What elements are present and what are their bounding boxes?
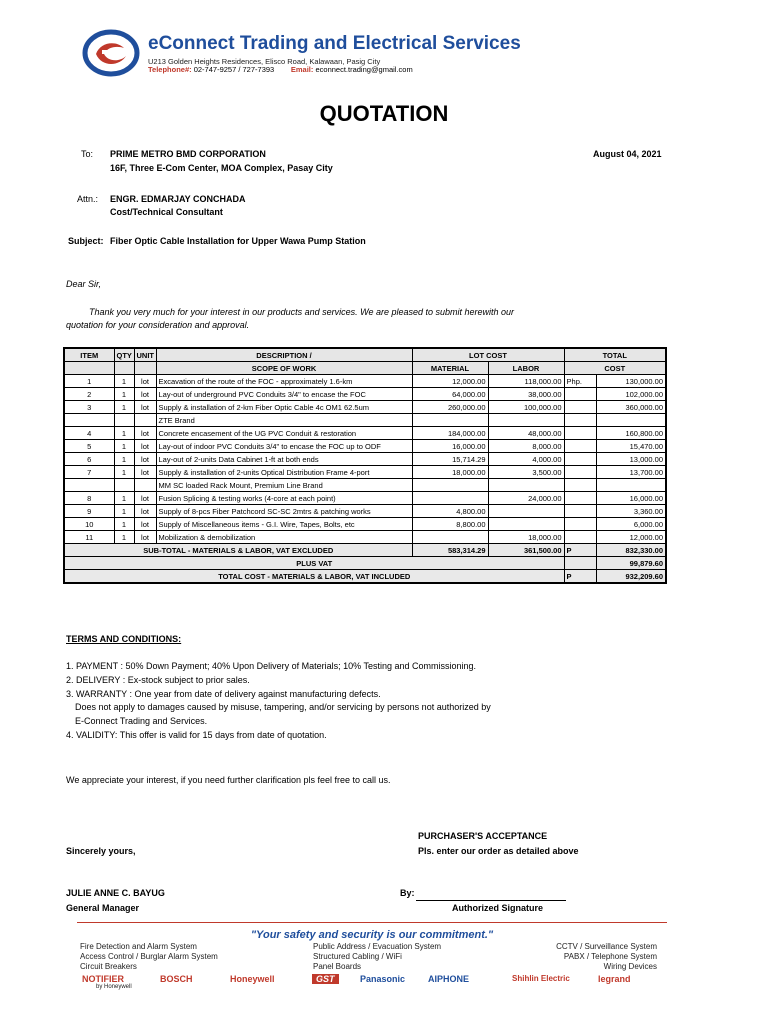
grand-total-currency: P (564, 570, 596, 584)
labor-cost: 4,000.00 (488, 453, 564, 466)
total-cost: 15,470.00 (596, 440, 666, 453)
vat-label: PLUS VAT (64, 557, 564, 570)
table-body (64, 375, 666, 544)
table-row (64, 427, 666, 440)
quantity (114, 414, 134, 427)
brand-bosch-logo: BOSCH (160, 974, 193, 984)
subject-label: Subject: (68, 236, 104, 246)
unit: lot (134, 401, 156, 414)
quantity: 1 (114, 401, 134, 414)
quantity: 1 (114, 505, 134, 518)
service-item: PABX / Telephone System (563, 952, 657, 961)
term-warranty: 3. WARRANTY : One year from date of delivery against manufacturing defects. (66, 688, 381, 699)
quantity: 1 (114, 531, 134, 544)
labor-cost: 38,000.00 (488, 388, 564, 401)
intro-line-1: Thank you very much for your interest in our products and services. We are pleased to submit herewith our (89, 307, 515, 317)
item-number: 3 (64, 401, 114, 414)
description: Supply of Miscellaneous items - G.I. Wire, Tapes, Bolts, etc (156, 518, 412, 531)
company-contact (148, 65, 413, 74)
total-cost: 13,000.00 (596, 453, 666, 466)
email-address: econnect.trading@gmail.com (315, 65, 413, 74)
quantity: 1 (114, 518, 134, 531)
labor-cost: 118,000.00 (488, 375, 564, 388)
table-row (64, 453, 666, 466)
table-row (64, 388, 666, 401)
currency (564, 479, 596, 492)
unit: lot (134, 375, 156, 388)
currency (564, 492, 596, 505)
brand-gst-logo: GST (312, 974, 339, 984)
material-cost: 184,000.00 (412, 427, 488, 440)
service-item: Access Control / Burglar Alarm System (80, 952, 218, 961)
labor-cost (488, 414, 564, 427)
document-title: QUOTATION (319, 101, 449, 126)
table-row (64, 531, 666, 544)
material-cost: 260,000.00 (412, 401, 488, 414)
email-label: Email: (290, 65, 314, 74)
brand-notifier-logo: NOTIFIER by Honeywell (82, 974, 132, 990)
labor-cost: 48,000.00 (488, 427, 564, 440)
description: Lay-out of 2-units Data Cabinet 1-ft at both ends (156, 453, 412, 466)
purchaser-acceptance-title: PURCHASER'S ACCEPTANCE (418, 831, 548, 841)
labor-cost (488, 505, 564, 518)
to-label: To: (81, 149, 94, 159)
sincerely: Sincerely yours, (66, 846, 136, 856)
table-header-row-1 (64, 348, 666, 362)
subtotal-row (64, 544, 666, 557)
term-validity: 4. VALIDITY: This offer is valid for 15 days from date of quotation. (66, 729, 327, 740)
intro-line-2: quotation for your consideration and approval. (66, 320, 250, 330)
currency (564, 466, 596, 479)
description: Supply & installation of 2-units Optical Distribution Frame 4-port (156, 466, 412, 479)
item-number (64, 414, 114, 427)
unit: lot (134, 531, 156, 544)
signer-name: JULIE ANNE C. BAYUG (66, 888, 165, 898)
total-cost: 3,360.00 (596, 505, 666, 518)
quantity: 1 (114, 453, 134, 466)
company-address: U213 Golden Heights Residences, Elisco Road, Kalawaan, Pasig City (148, 57, 381, 66)
footer-slogan: "Your safety and security is our commitment." (250, 929, 494, 941)
quantity: 1 (114, 375, 134, 388)
currency: Php. (564, 375, 596, 388)
currency (564, 518, 596, 531)
vat-total: 99,879.60 (596, 557, 666, 570)
currency (564, 388, 596, 401)
material-cost (412, 479, 488, 492)
vat-row (64, 557, 666, 570)
table-row (64, 479, 666, 492)
description: ZTE Brand (156, 414, 412, 427)
brand-legrand-logo: legrand (598, 974, 631, 984)
to-name: PRIME METRO BMD CORPORATION (110, 149, 266, 159)
currency (564, 440, 596, 453)
subtotal-currency: P (564, 544, 596, 557)
brand-aiphone-logo: AIPHONE (428, 974, 470, 984)
item-number: 2 (64, 388, 114, 401)
closing-note: We appreciate your interest, if you need further clarification pls feel free to call us. (66, 775, 391, 785)
purchaser-note: Pls. enter our order as detailed above (418, 846, 579, 856)
description: Supply & installation of 2-km Fiber Optic Cable 4c OM1 62.5um (156, 401, 412, 414)
header-labor: LABOR (488, 362, 564, 375)
item-number (64, 479, 114, 492)
material-cost: 18,000.00 (412, 466, 488, 479)
labor-cost: 100,000.00 (488, 401, 564, 414)
labor-cost: 24,000.00 (488, 492, 564, 505)
service-item: Fire Detection and Alarm System (80, 942, 197, 951)
item-number: 9 (64, 505, 114, 518)
attn-title: Cost/Technical Consultant (110, 207, 223, 217)
material-cost: 16,000.00 (412, 440, 488, 453)
unit: lot (134, 453, 156, 466)
header-scope: SCOPE OF WORK (156, 362, 412, 375)
term-payment: 1. PAYMENT : 50% Down Payment; 40% Upon Delivery of Materials; 10% Testing and Commissioning. (66, 661, 477, 671)
currency (564, 427, 596, 440)
description: Fusion Splicing & testing works (4-core at each point) (156, 492, 412, 505)
unit: lot (134, 505, 156, 518)
quantity (114, 479, 134, 492)
service-item: CCTV / Surveillance System (556, 942, 657, 951)
labor-cost: 8,000.00 (488, 440, 564, 453)
description: Concrete encasement of the UG PVC Conduit & restoration (156, 427, 412, 440)
signer-title: General Manager (66, 903, 140, 913)
material-cost: 4,800.00 (412, 505, 488, 518)
unit (134, 479, 156, 492)
by-label: By: (400, 888, 415, 898)
quantity: 1 (114, 388, 134, 401)
item-number: 11 (64, 531, 114, 544)
brand-panasonic-logo: Panasonic (360, 974, 406, 984)
subtotal-material: 583,314.29 (412, 544, 488, 557)
services-column-3 (545, 942, 657, 972)
material-cost: 12,000.00 (412, 375, 488, 388)
item-number: 1 (64, 375, 114, 388)
description: Mobilization & demobilization (156, 531, 412, 544)
table-row (64, 492, 666, 505)
salutation: Dear Sir, (66, 279, 102, 289)
table-header-row-2 (64, 362, 666, 375)
service-item: Wiring Devices (603, 962, 657, 971)
quantity: 1 (114, 466, 134, 479)
quantity: 1 (114, 492, 134, 505)
total-cost: 130,000.00 (596, 375, 666, 388)
material-cost (412, 414, 488, 427)
total-cost: 102,000.00 (596, 388, 666, 401)
service-item: Panel Boards (313, 962, 362, 971)
header-description: DESCRIPTION / (156, 348, 412, 362)
material-cost: 64,000.00 (412, 388, 488, 401)
table-row (64, 401, 666, 414)
company-logo (82, 28, 140, 78)
telephone-number: 02-747-9257 / 727-7393 (193, 65, 275, 74)
total-cost (596, 414, 666, 427)
grand-total-value: 932,209.60 (596, 570, 666, 584)
term-delivery: 2. DELIVERY : Ex-stock subject to prior sales. (66, 674, 250, 685)
services-column-1 (80, 942, 218, 972)
service-item: Circuit Breakers (80, 962, 137, 971)
labor-cost: 3,500.00 (488, 466, 564, 479)
footer-divider (77, 922, 667, 923)
table-row (64, 505, 666, 518)
terms-title: TERMS AND CONDITIONS: (66, 634, 182, 644)
table-row (64, 466, 666, 479)
header-material: MATERIAL (412, 362, 488, 375)
labor-cost (488, 479, 564, 492)
terms-list (66, 660, 491, 743)
attn-label: Attn.: (77, 194, 99, 204)
header-unit: UNIT (134, 348, 156, 362)
material-cost (412, 492, 488, 505)
telephone-label: Telephone#: (148, 65, 192, 74)
table-row (64, 414, 666, 427)
unit: lot (134, 466, 156, 479)
description: MM SC loaded Rack Mount, Premium Line Brand (156, 479, 412, 492)
total-cost: 360,000.00 (596, 401, 666, 414)
item-number: 5 (64, 440, 114, 453)
material-cost: 15,714.29 (412, 453, 488, 466)
subject-text: Fiber Optic Cable Installation for Upper Wawa Pump Station (110, 236, 366, 246)
item-number: 4 (64, 427, 114, 440)
quotation-date: August 04, 2021 (593, 149, 662, 159)
total-cost (596, 479, 666, 492)
company-name: eConnect Trading and Electrical Services (148, 33, 521, 54)
description: Lay-out of underground PVC Conduits 3/4" to encase the FOC (156, 388, 412, 401)
material-cost: 8,800.00 (412, 518, 488, 531)
subtotal-labor: 361,500.00 (488, 544, 564, 557)
description: Supply of 8-pcs Fiber Patchcord SC-SC 2mtrs & patching works (156, 505, 412, 518)
currency (564, 505, 596, 518)
unit: lot (134, 518, 156, 531)
subtotal-label: SUB-TOTAL - MATERIALS & LABOR, VAT EXCLUDED (64, 544, 412, 557)
total-cost: 160,800.00 (596, 427, 666, 440)
signature-line (416, 900, 566, 901)
header-lot-cost: LOT COST (412, 348, 564, 362)
header-cost: COST (564, 362, 666, 375)
currency (564, 414, 596, 427)
quantity: 1 (114, 427, 134, 440)
item-number: 7 (64, 466, 114, 479)
service-item: Public Address / Evacuation System (313, 942, 442, 951)
grand-total-label: TOTAL COST - MATERIALS & LABOR, VAT INCLUDED (64, 570, 564, 584)
quotation-table (63, 347, 667, 584)
material-cost (412, 531, 488, 544)
table-row (64, 440, 666, 453)
to-address: 16F, Three E-Com Center, MOA Complex, Pasay City (110, 163, 333, 173)
item-number: 6 (64, 453, 114, 466)
services-column-2 (313, 942, 441, 972)
item-number: 10 (64, 518, 114, 531)
total-cost: 13,700.00 (596, 466, 666, 479)
total-cost: 6,000.00 (596, 518, 666, 531)
header-item: ITEM (64, 348, 114, 362)
header-total: TOTAL (564, 348, 666, 362)
unit: lot (134, 427, 156, 440)
unit (134, 414, 156, 427)
subtotal-total: 832,330.00 (596, 544, 666, 557)
total-cost: 12,000.00 (596, 531, 666, 544)
quantity: 1 (114, 440, 134, 453)
unit: lot (134, 388, 156, 401)
table-row (64, 518, 666, 531)
term-warranty-note: Does not apply to damages caused by misuse, tampering, and/or servicing by persons not authorized by (75, 702, 491, 713)
item-number: 8 (64, 492, 114, 505)
currency (564, 453, 596, 466)
unit: lot (134, 440, 156, 453)
currency (564, 401, 596, 414)
authorized-signature: Authorized Signature (452, 903, 544, 913)
term-warranty-company: E-Connect Trading and Services. (75, 716, 208, 727)
table-row (64, 375, 666, 388)
brand-shihlin-logo: Shihlin Electric (512, 974, 570, 983)
currency (564, 531, 596, 544)
header-qty: QTY (114, 348, 134, 362)
labor-cost (488, 518, 564, 531)
brand-honeywell-logo: Honeywell (230, 974, 275, 984)
total-cost: 16,000.00 (596, 492, 666, 505)
grand-total-row (64, 570, 666, 584)
description: Lay-out of indoor PVC Conduits 3/4" to encase the FOC up to ODF (156, 440, 412, 453)
labor-cost: 18,000.00 (488, 531, 564, 544)
description: Excavation of the route of the FOC - approximately 1.6-km (156, 375, 412, 388)
service-item: Structured Cabling / WiFi (313, 952, 402, 961)
unit: lot (134, 492, 156, 505)
attn-name: ENGR. EDMARJAY CONCHADA (110, 194, 246, 204)
